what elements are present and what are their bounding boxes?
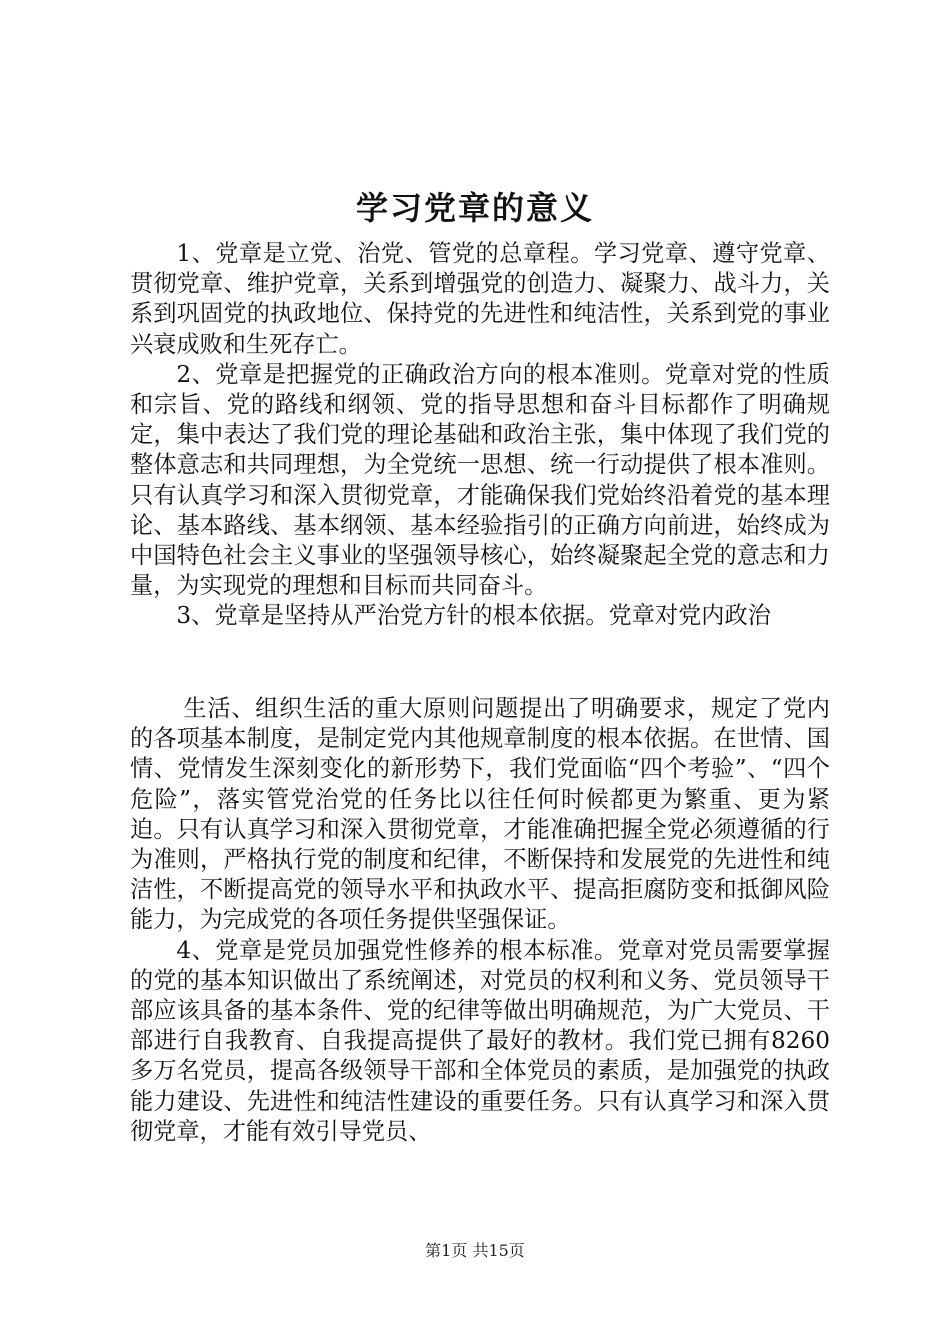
- paragraph-4: 4、党章是党员加强党性修养的根本标准。党章对党员需要掌握的党的基本知识做出了系统阐述，对党员的权利和义务、党员领导干部应该具备的基本条件、党的纪律等做出明确规范，为广大党员、干部进行自我教育、自我提高提供了最好的教材。我们党已拥有8260多万名党员，提高各级领导干部和全体党员的素质，是加强党的执政能力建设、先进性和纯洁性建设的重要任务。只有认真学习和深入贯彻党章，才能有效引导党员、: [130, 936, 830, 1145]
- paragraph-1: 1、党章是立党、治党、管党的总章程。学习党章、遵守党章、贯彻党章、维护党章，关系到增强党的创造力、凝聚力、战斗力，关系到巩固党的执政地位、保持党的先进性和纯洁性，关系到党的事业兴衰成败和生死存亡。: [130, 240, 830, 358]
- body-text-upper: [130, 239, 830, 632]
- body-text-lower: [130, 694, 830, 1147]
- paragraph-2: 2、党章是把握党的正确政治方向的根本准则。党章对党的性质和宗旨、党的路线和纲领、党的指导思想和奋斗目标都作了明确规定，集中表达了我们党的理论基础和政治主张，集中体现了我们党的整体意志和共同理想，为全党统一思想、统一行动提供了根本准则。只有认真学习和深入贯彻党章，才能确保我们党始终沿着党的基本理论、基本路线、基本纲领、基本经验指引的正确方向前进，始终成为中国特色社会主义事业的坚强领导核心，始终凝聚起全党的意志和力量，为实现党的理想和目标而共同奋斗。: [130, 360, 830, 600]
- paragraph-3-continued: 生活、组织生活的重大原则问题提出了明确要求，规定了党内的各项基本制度，是制定党内其他规章制度的根本依据。在世情、国情、党情发生深刻变化的新形势下，我们党面临“四个考验”、“四个危险”，落实管党治党的任务比以往任何时候都更为繁重、更为紧迫。只有认真学习和深入贯彻党章，才能准确把握全党必须遵循的行为准则，严格执行党的制度和纪律，不断保持和发展党的先进性和纯洁性，不断提高党的领导水平和执政水平、提高拒腐防变和抵御风险能力，为完成党的各项任务提供坚强保证。: [130, 695, 830, 934]
- paragraph-3-start: 3、党章是坚持从严治党方针的根本依据。党章对党内政治: [176, 602, 771, 630]
- document-title: 学习党章的意义: [355, 189, 594, 227]
- page-footer: 第1页 共15页: [425, 1241, 525, 1260]
